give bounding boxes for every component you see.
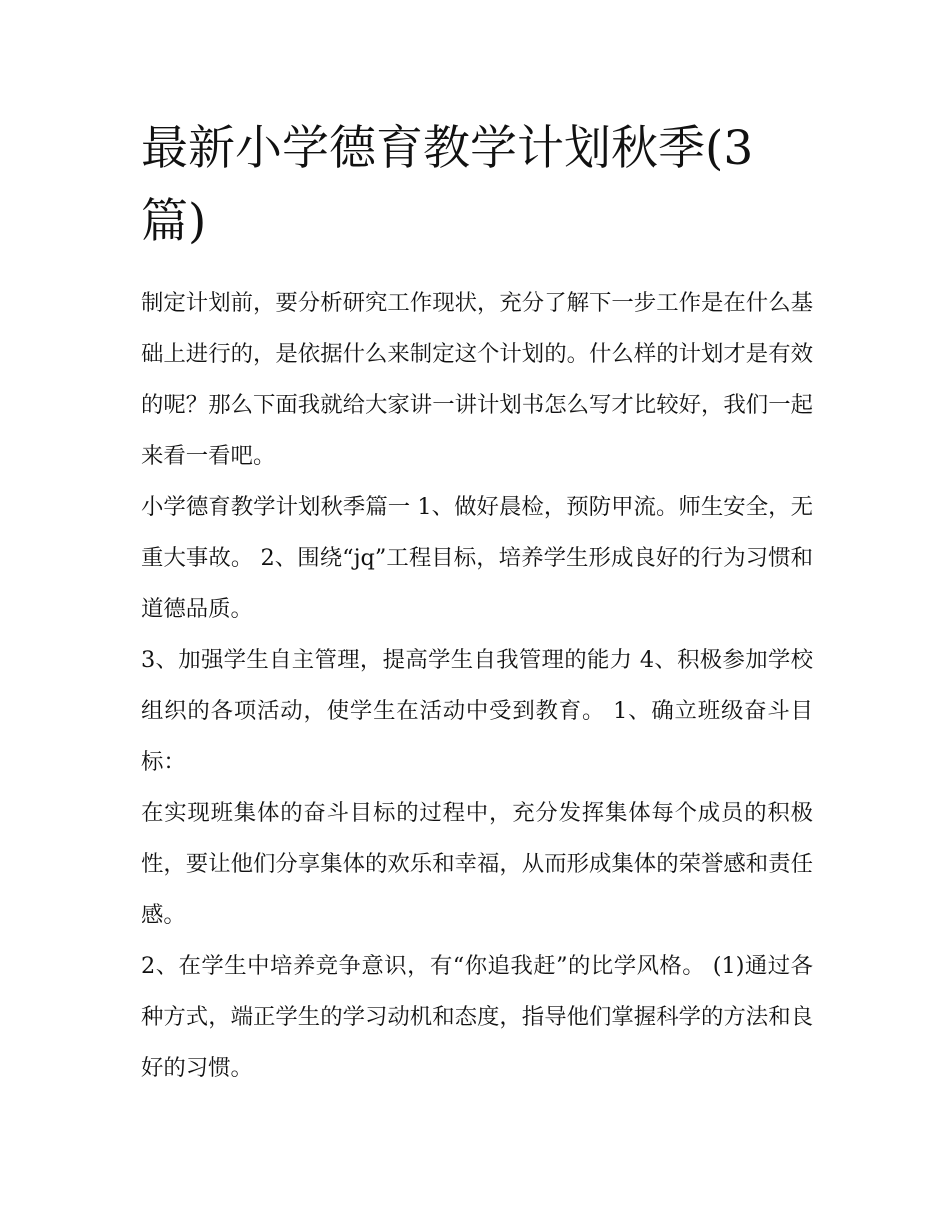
document-title: 最新小学德育教学计划秋季(3篇) <box>141 121 754 249</box>
paragraph-self-management: 3、加强学生自主管理，提高学生自我管理的能力 4、积极参加学校组织的各项活动，使学生在活动中受到教育。 1、确立班级奋斗目标： <box>141 647 813 775</box>
paragraph-intro: 制定计划前，要分析研究工作现状，充分了解下一步工作是在什么基础上进行的，是依据什么来制定这个计划的。什么样的计划才是有效的呢？那么下面我就给大家讲一讲计划书怎么写才比较好，我们一起来看一看吧。 <box>141 290 813 469</box>
paragraph-section-one: 小学德育教学计划秋季篇一 1、做好晨检，预防甲流。师生安全，无重大事故。 2、围绕“jq”工程目标，培养学生形成良好的行为习惯和道德品质。 <box>141 494 813 622</box>
document-page <box>141 112 813 1094</box>
paragraph-class-goal: 在实现班集体的奋斗目标的过程中，充分发挥集体每个成员的积极性，要让他们分享集体的欢乐和幸福，从而形成集体的荣誉感和责任感。 <box>141 800 813 928</box>
paragraph-competition: 2、在学生中培养竞争意识，有“你追我赶”的比学风格。 (1)通过各种方式，端正学生的学习动机和态度，指导他们掌握科学的方法和良好的习惯。 <box>141 953 813 1081</box>
